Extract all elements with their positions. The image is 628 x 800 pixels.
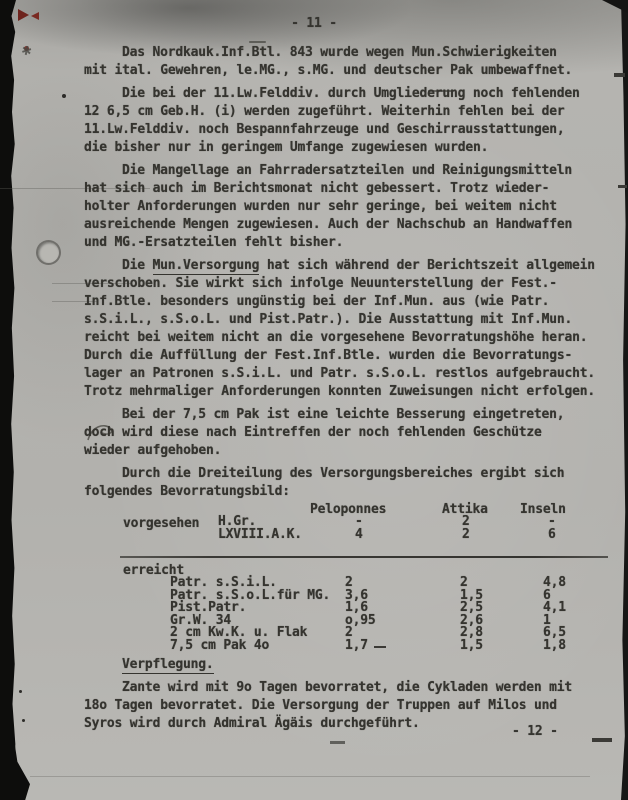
table-row-label: Pist.Patr. [170, 600, 247, 616]
table-cell: 2 [462, 514, 470, 529]
table-row-label: vorgesehen [123, 516, 200, 531]
table-cell: 2 [345, 575, 353, 590]
stray-dash [330, 741, 345, 744]
stray-dash [592, 738, 612, 742]
text-line: reicht bei weitem nicht an die vorgesehene Bevorratungshöhe heran. [84, 330, 588, 345]
text-line: Trotz mehrmaliger Anforderungen konnten Zuweisungen nicht erfolgen. [84, 384, 595, 399]
body-paragraphs [84, 44, 619, 501]
table-col-header: Peloponnes [310, 502, 387, 517]
underlined-text: Verpflegung. [122, 657, 214, 672]
asterisk-stamp-mark: ✱ [20, 39, 34, 60]
table-cell: 6,5 [543, 625, 566, 641]
table-row-label: LXVIII.A.K. [218, 527, 302, 542]
table-row-label: Gr.W. 34 [170, 612, 232, 628]
table-cell: 2 [460, 575, 468, 590]
text-line: Zante wird mit 9o Tagen bevorratet, die Cykladen werden mit [122, 680, 572, 695]
table-cell: 6 [543, 587, 551, 603]
underlined-text: Mun.Versorgung [152, 258, 260, 273]
table-cell: 4,1 [543, 600, 566, 616]
film-edge-right [621, 0, 628, 800]
table-cell: 2 [345, 625, 353, 641]
table-col-header: Attika [442, 502, 488, 517]
table-cell: 2,6 [460, 612, 483, 628]
bevorratung-table [84, 503, 624, 653]
paragraph [84, 257, 619, 401]
text-line [84, 656, 619, 674]
paragraph [84, 44, 619, 80]
text-line: und MG.-Ersatzteilen fehlt bisher. [84, 235, 344, 250]
paragraph [84, 406, 619, 460]
text-line: Die Mangellage an Fahrradersatzteilen und Reinigungsmitteln [122, 163, 572, 178]
table-cell: 6 [548, 527, 556, 542]
table-col-header: Inseln [520, 502, 566, 517]
table-cell: - [355, 514, 363, 529]
page-number-top: - 11 - [291, 16, 337, 31]
punch-hole [36, 240, 61, 265]
text-line: Durch die Dreiteilung des Versorgungsbereiches ergibt sich [122, 466, 565, 481]
table-cell: 4,8 [543, 575, 566, 590]
text-line: hat sich auch im Berichtsmonat nicht gebessert. Trotz wieder- [84, 181, 550, 196]
table-cell: o,95 [345, 612, 376, 628]
table-row-label: Patr. s.S.i.L. [170, 575, 277, 590]
table-cell: 3,6 [345, 587, 368, 603]
table-row-label: 2 cm Kw.K. u. Flak [170, 625, 308, 641]
table-row-label: 7,5 cm Pak 4o [170, 638, 270, 653]
table-row-label: erreicht [123, 563, 185, 578]
table-rule [120, 556, 608, 558]
text-line: Die Mun.Versorgung hat sich während der Berichtszeit allgemein [122, 258, 595, 273]
text-line: mit ital. Gewehren, le.MG., s.MG. und deutscher Pak umbewaffnet. [84, 63, 573, 78]
table-cell: 2,5 [460, 600, 483, 616]
table-cell: 1 [543, 612, 551, 628]
verpflegung-section [84, 656, 619, 733]
text-line: doch wird diese nach Eintreffen der noch fehlenden Geschütze [84, 425, 542, 440]
table-row-label: Patr. s.S.o.L.für MG. [170, 587, 331, 603]
table-cell: 1,7 [345, 638, 368, 653]
table-cell: 2,8 [460, 625, 483, 641]
text-line: s.S.i.L., s.S.o.L. und Pist.Patr.). Die Ausstattung mit Inf.Mun. [84, 312, 573, 327]
text-line: Inf.Btle. besonders ungünstig bei der Inf.Mun. aus (wie Patr. [84, 294, 550, 309]
text-line: Das Nordkauk.Inf.Btl. 843 wurde wegen Mun.Schwierigkeiten [122, 45, 557, 60]
text-line: lager an Patronen s.S.i.L. und Patr. s.S.o.L. restlos aufgebraucht. [84, 366, 595, 381]
text-line: die bisher nur in geringem Umfange zugewiesen wurden. [84, 140, 489, 155]
paragraph [84, 85, 619, 157]
paragraph [84, 162, 619, 252]
text-line: 12 6,5 cm Geb.H. (i) werden zugeführt. Weiterhin fehlen bei der [84, 104, 565, 119]
text-line: Die bei der 11.Lw.Felddiv. durch Umgliederung noch fehlenden [122, 86, 580, 101]
table-row-label: H.Gr. [218, 514, 257, 529]
table-cell: - [548, 514, 556, 529]
ink-speck [19, 690, 22, 693]
paper-crease [30, 776, 590, 777]
stray-dash [618, 185, 627, 188]
ink-speck [22, 719, 25, 722]
text-line: verschoben. Sie wirkt sich infolge Neuunterstellung der Fest.- [84, 276, 557, 291]
text-line: Syros wird durch Admiral Ägäis durchgeführt. [84, 716, 420, 731]
text-line: 11.Lw.Felddiv. noch Bespannfahrzeuge und Geschirrausstattungen, [84, 122, 565, 137]
page-number-bottom: - 12 - [512, 724, 558, 739]
typewriter-overstrike [249, 41, 266, 43]
table-cell: 4 [355, 527, 363, 542]
paragraph [84, 656, 619, 674]
paragraph [84, 679, 619, 733]
text-line: holter Anforderungen wurden nur sehr geringe, bei weitem nicht [84, 199, 557, 214]
text-line: wieder aufgehoben. [84, 443, 222, 458]
text-line: 18o Tagen bevorratet. Die Versorgung der Truppen auf Milos und [84, 698, 557, 713]
text-line: folgendes Bevorratungsbild: [84, 484, 290, 499]
text-line: ausreichende Mengen zugewiesen. Auch der Nachschub an Handwaffen [84, 217, 573, 232]
table-cell: 1,5 [460, 587, 483, 603]
film-edge-left [0, 0, 16, 800]
paragraph [84, 465, 619, 501]
table-cell: 1,8 [543, 638, 566, 653]
ink-speck [62, 94, 66, 98]
table-cell: 2 [462, 527, 470, 542]
text-line: Bei der 7,5 cm Pak ist eine leichte Besserung eingetreten, [122, 407, 565, 422]
table-cell: 1,6 [345, 600, 368, 616]
text-line: Durch die Auffüllung der Fest.Inf.Btle. wurden die Bevorratungs- [84, 348, 573, 363]
table-cell: 1,5 [460, 638, 483, 653]
